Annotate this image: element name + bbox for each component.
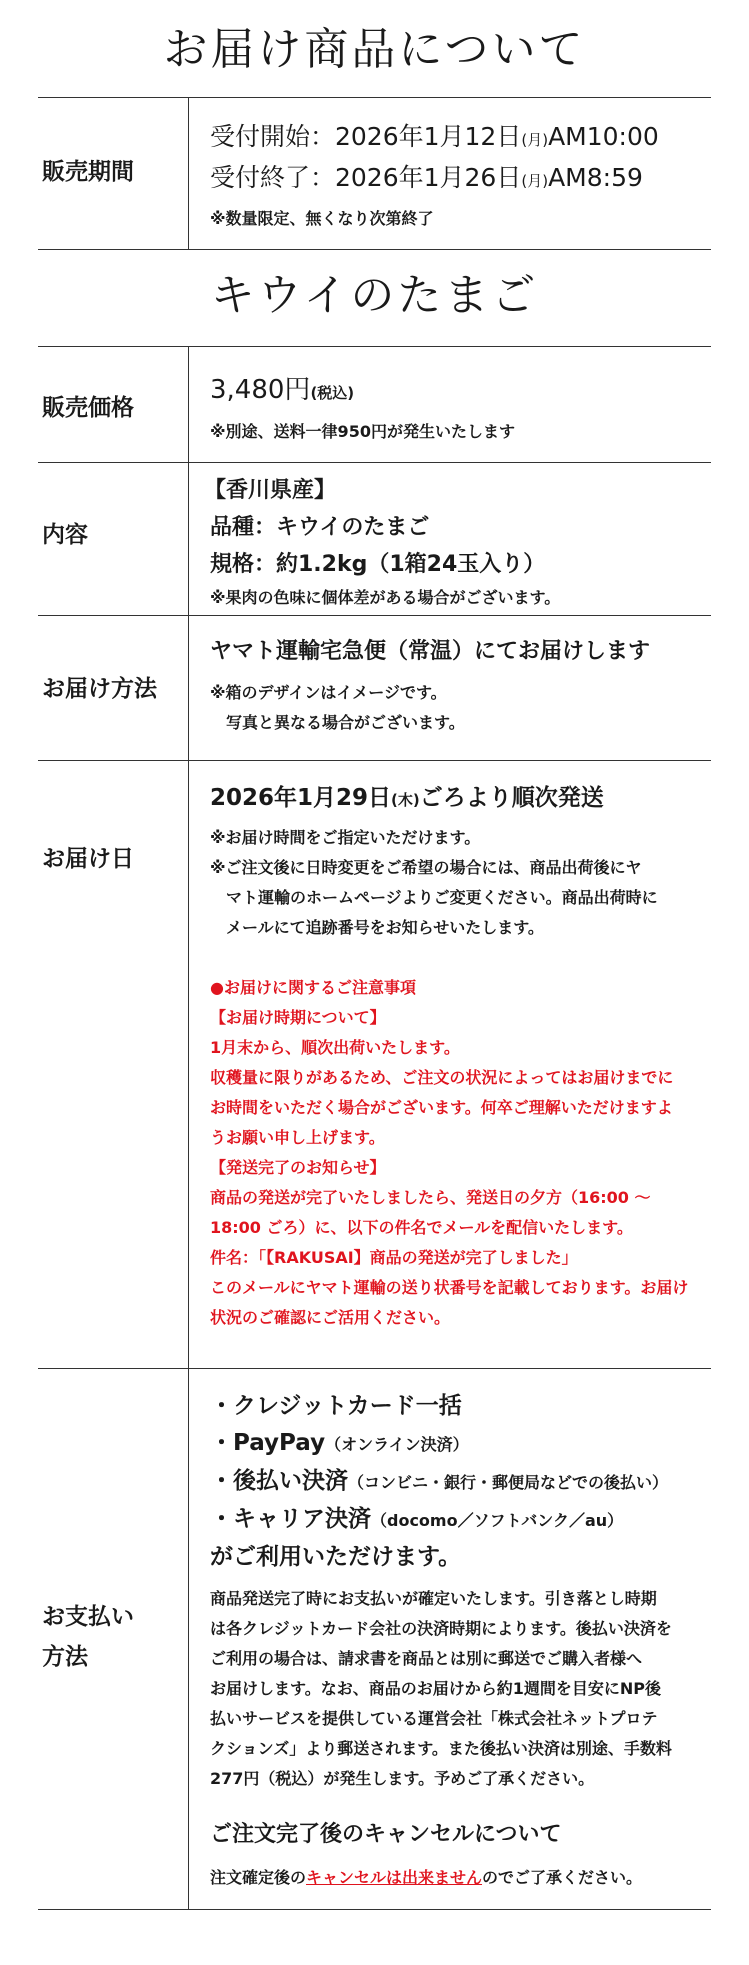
payment-method-carrier bbox=[210, 1501, 672, 1539]
caution-line: ●お届けに関するご注意事項 bbox=[210, 978, 416, 997]
caution-line: このメールにヤマト運輸の送り状番号を記載しております。お届け bbox=[210, 1278, 689, 1297]
contents-note: ※果肉の色味に個体差がある場合がございます。 bbox=[210, 588, 561, 607]
delivery-method-label: お届け方法 bbox=[42, 676, 157, 702]
deferred-label: ・後払い決済 bbox=[210, 1468, 348, 1494]
payment-label-line1: お支払い bbox=[42, 1604, 134, 1630]
payment-value bbox=[210, 1388, 672, 1893]
contents-value bbox=[204, 472, 561, 613]
caution-line: 状況のご確認にご活用ください。 bbox=[210, 1308, 451, 1327]
paypay-label: ・PayPay bbox=[210, 1430, 326, 1456]
sale-period-label: 販売期間 bbox=[42, 159, 134, 185]
sale-period-value bbox=[210, 118, 659, 234]
sale-end-day: (月) bbox=[521, 172, 549, 190]
cancel-notice bbox=[210, 1863, 672, 1893]
delivery-date-day: (木) bbox=[391, 791, 420, 809]
delivery-date-rest: ごろより順次発送 bbox=[419, 785, 604, 811]
delivery-date-note2: ※ご注文後に日時変更をご希望の場合には、商品出荷後にヤ bbox=[210, 858, 642, 877]
caution-line: 収穫量に限りがあるため、ご注文の状況によってはお届けまでに bbox=[210, 1068, 674, 1087]
payment-desc-line: は各クレジットカード会社の決済時期によります。後払い決済を bbox=[210, 1619, 672, 1638]
payment-available: がご利用いただけます。 bbox=[210, 1544, 462, 1570]
payment-desc-line: 277円（税込）が発生します。予めご了承ください。 bbox=[210, 1769, 595, 1788]
price-amount: 3,480円 bbox=[210, 375, 311, 405]
sale-end-time: AM8:59 bbox=[548, 163, 643, 192]
sale-start-time: AM10:00 bbox=[548, 122, 659, 151]
divider bbox=[38, 760, 711, 761]
divider bbox=[38, 1909, 711, 1910]
delivery-method-note2: 写真と異なる場合がございます。 bbox=[226, 713, 465, 732]
divider bbox=[38, 346, 711, 347]
delivery-method-main: ヤマト運輸宅急便（常温）にてお届けします bbox=[210, 639, 651, 664]
divider bbox=[38, 615, 711, 616]
delivery-date-date: 2026年1月29日 bbox=[210, 785, 392, 811]
caution-line: 18:00 ごろ）に、以下の件名でメールを配信いたします。 bbox=[210, 1218, 633, 1237]
divider bbox=[188, 97, 189, 249]
payment-desc-line: お届けします。なお、商品のお届けから約1週間を目安にNP後 bbox=[210, 1679, 661, 1698]
delivery-date-label: お届け日 bbox=[42, 846, 134, 872]
contents-variety: 品種：キウイのたまご bbox=[210, 515, 430, 540]
delivery-method-note1: ※箱のデザインはイメージです。 bbox=[210, 683, 447, 702]
caution-line: お時間をいただく場合がございます。何卒ご理解いただけますよ bbox=[210, 1098, 673, 1117]
payment-method-credit: ・クレジットカード一括 bbox=[210, 1393, 462, 1419]
caution-line: 商品の発送が完了いたしましたら、発送日の夕方（16:00 ～ bbox=[210, 1188, 651, 1207]
carrier-sub: （docomo／ソフトバンク／au） bbox=[371, 1511, 624, 1530]
delivery-date-note2: メールにて追跡番号をお知らせいたします。 bbox=[226, 918, 544, 937]
caution-line: 【お届け時期について】 bbox=[210, 1008, 386, 1027]
caution-line: 件名：「【RAKUSAI】商品の発送が完了しました」 bbox=[210, 1248, 578, 1267]
page-title: お届け商品について bbox=[163, 24, 586, 75]
price-note: ※別途、送料一律950円が発生いたします bbox=[210, 422, 515, 441]
payment-description bbox=[210, 1584, 672, 1794]
contents-origin: 【香川県産】 bbox=[204, 478, 337, 503]
product-title: キウイのたまご bbox=[210, 270, 539, 321]
price-value bbox=[210, 370, 515, 447]
deferred-sub: （コンビニ・銀行・郵便局などでの後払い） bbox=[348, 1473, 669, 1492]
delivery-date-note2: マト運輸のホームページよりご変更ください。商品出荷時に bbox=[226, 888, 658, 907]
delivery-caution bbox=[210, 973, 688, 1333]
cancel-title: ご注文完了後のキャンセルについて bbox=[210, 1822, 562, 1847]
paypay-sub: （オンライン決済） bbox=[325, 1435, 469, 1454]
delivery-date-value bbox=[210, 780, 688, 1333]
sale-start: 受付開始：2026年1月12日 bbox=[210, 122, 522, 151]
divider bbox=[38, 97, 711, 98]
caution-line: うお願い申し上げます。 bbox=[210, 1128, 385, 1147]
payment-method-paypay bbox=[210, 1425, 672, 1463]
divider bbox=[38, 1368, 711, 1369]
payment-label bbox=[42, 1597, 134, 1677]
cancel-post: のでご了承ください。 bbox=[482, 1868, 643, 1887]
payment-desc-line: ご利用の場合は、請求書を商品とは別に郵送でご購入者様へ bbox=[210, 1649, 643, 1668]
sale-end: 受付終了：2026年1月26日 bbox=[210, 163, 522, 192]
payment-desc-line: クションズ」より郵送されます。また後払い決済は別途、手数料 bbox=[210, 1739, 672, 1758]
caution-line: 【発送完了のお知らせ】 bbox=[210, 1158, 386, 1177]
divider bbox=[38, 249, 711, 250]
delivery-method-value bbox=[210, 633, 650, 738]
payment-label-line2: 方法 bbox=[42, 1644, 88, 1670]
cancel-warning: キャンセルは出来ません bbox=[306, 1868, 483, 1887]
carrier-label: ・キャリア決済 bbox=[210, 1506, 371, 1532]
contents-label: 内容 bbox=[42, 522, 88, 548]
contents-spec: 規格：約1.2kg（1箱24玉入り） bbox=[210, 552, 546, 577]
divider bbox=[188, 346, 189, 1909]
divider bbox=[38, 462, 711, 463]
cancel-pre: 注文確定後の bbox=[210, 1868, 307, 1887]
delivery-date-note1: ※お届け時間をご指定いただけます。 bbox=[210, 828, 481, 847]
payment-desc-line: 払いサービスを提供している運営会社「株式会社ネットプロテ bbox=[210, 1709, 658, 1728]
payment-method-deferred bbox=[210, 1463, 672, 1501]
caution-line: 1月末から、順次出荷いたします。 bbox=[210, 1038, 460, 1057]
sale-period-note: ※数量限定、無くなり次第終了 bbox=[210, 209, 434, 228]
price-label: 販売価格 bbox=[42, 395, 134, 421]
sale-start-day: (月) bbox=[521, 131, 549, 149]
payment-desc-line: 商品発送完了時にお支払いが確定いたします。引き落とし時期 bbox=[210, 1589, 657, 1608]
price-tax: (税込) bbox=[310, 384, 355, 402]
